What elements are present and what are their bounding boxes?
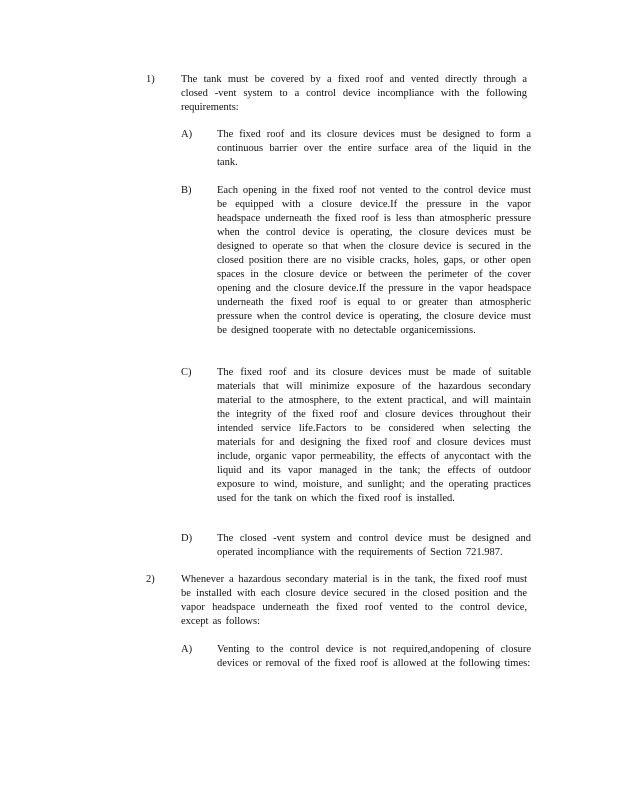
paragraph-number: A) <box>181 129 193 140</box>
paragraph-text: The fixed roof and its closure devices must be designed to form a continuous barrier over the entire surface area of the liquid in the tank. <box>217 129 531 168</box>
paragraph-text: The fixed roof and its closure devices must be made of suitable materials that will minimize exposure of the hazardous secondary material to the atmosphere, to the extent practical, and will maintain the integrity of the fixed roof and closure devices throughout their intended service life.Factors to be considered when selecting the materials for and designing the fixed roof and closure devices must include, organic vapor permeability, the effects of anycontact with the liquid and its vapor managed in the tank; the effects of outdoor exposure to wind, moisture, and sunlight; and the operating practices used for the tank on which the fixed roof is installed. <box>217 367 531 504</box>
paragraph-number: 1) <box>146 74 155 85</box>
paragraph-number: B) <box>181 185 192 196</box>
paragraph-text: Whenever a hazardous secondary material is in the tank, the fixed roof must be installed with each closure device secured in the closed position and the vapor headspace underneath the fixed roof vented to the control device, except as follows: <box>181 574 527 627</box>
paragraph-number: D) <box>181 533 193 544</box>
paragraph-number: 2) <box>146 574 155 585</box>
paragraph-text: Venting to the control device is not required,andopening of closure devices or removal of the fixed roof is allowed at the following times: <box>217 644 531 669</box>
paragraph-number: A) <box>181 644 193 655</box>
paragraph-text: The closed -vent system and control device must be designed and operated incompliance with the requirements of Section 721.987. <box>217 533 531 558</box>
paragraph-number: C) <box>181 367 192 378</box>
paragraph-text: Each opening in the fixed roof not vented to the control device must be equipped with a closure device.If the pressure in the vapor headspace underneath the fixed roof is less than atmospheric pressure when the control device is operating, the closure devices must be designed to operate so that when the closure device is secured in the closed position there are no visible cracks, holes, gaps, or other open spaces in the closure device or between the perimeter of the cover opening and the closure device.If the pressure in the vapor headspace underneath the fixed roof is equal to or greater than atmospheric pressure when the control device is operating, the closure device must be designed tooperate with no detectable organicemissions. <box>217 185 531 336</box>
paragraph-text: The tank must be covered by a fixed roof and vented directly through a closed -vent system to a control device incompliance with the following requirements: <box>181 74 527 113</box>
